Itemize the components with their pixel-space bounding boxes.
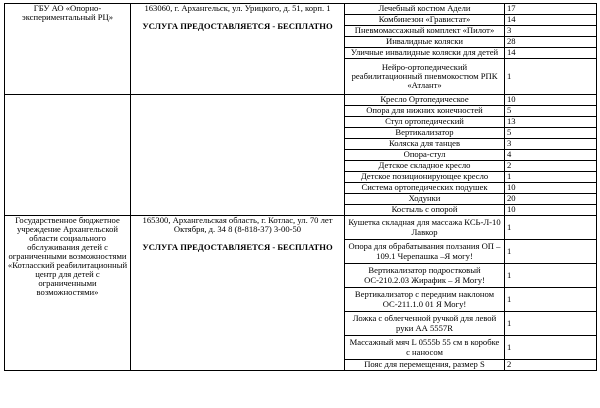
equipment-name: Стул ортопедический: [385, 116, 464, 127]
equipment-name-cell: [345, 37, 505, 48]
quantity-cell: [505, 183, 597, 194]
equipment-name-cell: [345, 128, 505, 139]
equipment-quantity: 1: [507, 293, 512, 304]
equipment-name: Ложка с облегченной ручкой для левой руки АА 5557R: [352, 313, 497, 333]
equipment-name-cell: [345, 48, 505, 59]
equipment-name: Кресло Ортопедическое: [380, 94, 469, 105]
equipment-quantity: 1: [507, 269, 512, 280]
equipment-name-cell: [345, 312, 505, 336]
equipment-name: Инвалидные коляски: [386, 36, 463, 47]
equipment-name: Детское складное кресло: [378, 160, 471, 171]
equipment-name-cell: [345, 95, 505, 106]
equipment-name-cell: [345, 216, 505, 240]
organization-name: ГБУ АО «Опорно-экспериментальный РЦ»: [22, 3, 113, 23]
quantity-cell: [505, 240, 597, 264]
equipment-name: Опора для нижних конечностей: [366, 105, 483, 116]
organization-cell: [5, 216, 131, 371]
equipment-quantity: 4: [507, 149, 512, 160]
equipment-name: Комбинезон «Гравистат»: [378, 14, 471, 25]
quantity-cell: [505, 336, 597, 360]
equipment-name-cell: [345, 106, 505, 117]
quantity-cell: [505, 194, 597, 205]
equipment-name: Вертикализатор с передним наклоном ОС-211.1.0 01 Я Могу!: [354, 289, 495, 309]
equipment-name-cell: [345, 183, 505, 194]
quantity-cell: [505, 106, 597, 117]
organization-cell: [5, 95, 131, 216]
quantity-cell: [505, 288, 597, 312]
equipment-name: Пояс для перемещения, размер S: [364, 359, 485, 370]
quantity-cell: [505, 128, 597, 139]
free-service-note: УСЛУГА ПРЕДОСТАВЛЯЕТСЯ - БЕСПЛАТНО: [142, 21, 333, 32]
equipment-name: Ходунки: [408, 193, 441, 204]
equipment-name: Опора для обрабатывания ползания ОП – 109.1 Черепашка –Я могу!: [348, 241, 501, 261]
quantity-cell: [505, 161, 597, 172]
equipment-quantity: 2: [507, 359, 512, 370]
table-row: [5, 216, 597, 240]
address-cell: [131, 216, 345, 371]
equipment-name: Вертикализатор: [395, 127, 454, 138]
quantity-cell: [505, 216, 597, 240]
organization-cell: [5, 4, 131, 95]
equipment-quantity: 1: [507, 245, 512, 256]
equipment-name: Нейро-ортопедический реабилитационный пневмокостюм РПК «Атлант»: [351, 61, 498, 90]
equipment-name-cell: [345, 264, 505, 288]
organization-name: Государственное бюджетное учреждение Архангельской области социального обслуживания детей с ограниченными возможностями «Котласский реабилитационный центр для детей с ограниченными возможностями»: [7, 215, 128, 298]
table-row: [5, 4, 597, 15]
equipment-quantity: 3: [507, 138, 512, 149]
equipment-name-cell: [345, 150, 505, 161]
equipment-name-cell: [345, 360, 505, 371]
quantity-cell: [505, 37, 597, 48]
equipment-quantity: 1: [507, 221, 512, 232]
quantity-cell: [505, 139, 597, 150]
equipment-quantity: 1: [507, 341, 512, 352]
equipment-name-cell: [345, 336, 505, 360]
equipment-name-cell: [345, 240, 505, 264]
free-service-note: УСЛУГА ПРЕДОСТАВЛЯЕТСЯ - БЕСПЛАТНО: [142, 242, 333, 253]
quantity-cell: [505, 48, 597, 59]
equipment-quantity: 10: [507, 204, 516, 215]
equipment-name: Уличные инвалидные коляски для детей: [350, 47, 499, 58]
quantity-cell: [505, 59, 597, 95]
equipment-name: Костыль с опорой: [391, 204, 458, 215]
quantity-cell: [505, 15, 597, 26]
equipment-quantity: 13: [507, 116, 516, 127]
equipment-name-cell: [345, 15, 505, 26]
equipment-name-cell: [345, 117, 505, 128]
organization-address: 163060, г. Архангельск, ул. Урицкого, д. 51, корп. 1: [144, 3, 331, 13]
equipment-name: Система ортопедических подушек: [361, 182, 488, 193]
equipment-name-cell: [345, 161, 505, 172]
equipment-quantity: 20: [507, 193, 516, 204]
equipment-name-cell: [345, 194, 505, 205]
quantity-cell: [505, 150, 597, 161]
equipment-quantity: 17: [507, 3, 516, 14]
equipment-quantity: 1: [507, 70, 512, 81]
quantity-cell: [505, 312, 597, 336]
equipment-name: Массажный мяч L 0555b 55 см в коробке с наносом: [349, 337, 500, 357]
equipment-name: Детское позиционирующее кресло: [360, 171, 489, 182]
equipment-name-cell: [345, 205, 505, 216]
equipment-name: Пневмомассажный комплект «Пилот»: [354, 25, 495, 36]
equipment-quantity: 5: [507, 127, 512, 138]
equipment-quantity: 10: [507, 94, 516, 105]
equipment-name: Вертикализатор подростковый ОС-210.2.03 Жирафик – Я Могу!: [364, 265, 485, 285]
equipment-quantity: 5: [507, 105, 512, 116]
quantity-cell: [505, 360, 597, 371]
quantity-cell: [505, 264, 597, 288]
equipment-name: Коляска для танцев: [388, 138, 461, 149]
equipment-name: Кушетка складная для массажа КСЬ-Л-10 Лавкор: [348, 217, 501, 237]
equipment-name-cell: [345, 4, 505, 15]
equipment-quantity: 1: [507, 171, 512, 182]
equipment-name-cell: [345, 288, 505, 312]
equipment-name: Лечебный костюм Адели: [378, 3, 471, 14]
quantity-cell: [505, 172, 597, 183]
equipment-name-cell: [345, 139, 505, 150]
quantity-cell: [505, 4, 597, 15]
organization-address: 165300, Архангельская область, г. Котлас, ул. 70 лет Октября, д. 34 8 (8-818-37) 3-00-50: [142, 215, 333, 235]
equipment-quantity: 3: [507, 25, 512, 36]
quantity-cell: [505, 205, 597, 216]
equipment-quantity: 14: [507, 47, 516, 58]
quantity-cell: [505, 117, 597, 128]
equipment-quantity: 14: [507, 14, 516, 25]
equipment-name-cell: [345, 59, 505, 95]
address-cell: [131, 4, 345, 95]
quantity-cell: [505, 26, 597, 37]
equipment-quantity: 10: [507, 182, 516, 193]
equipment-name: Опора-стул: [403, 149, 446, 160]
equipment-quantity: 28: [507, 36, 516, 47]
services-table: [4, 3, 597, 371]
quantity-cell: [505, 95, 597, 106]
table-row: [5, 95, 597, 106]
equipment-quantity: 1: [507, 317, 512, 328]
document-page: [4, 3, 596, 405]
equipment-quantity: 2: [507, 160, 512, 171]
services-table-body: [5, 4, 597, 371]
equipment-name-cell: [345, 172, 505, 183]
address-cell: [131, 95, 345, 216]
equipment-name-cell: [345, 26, 505, 37]
